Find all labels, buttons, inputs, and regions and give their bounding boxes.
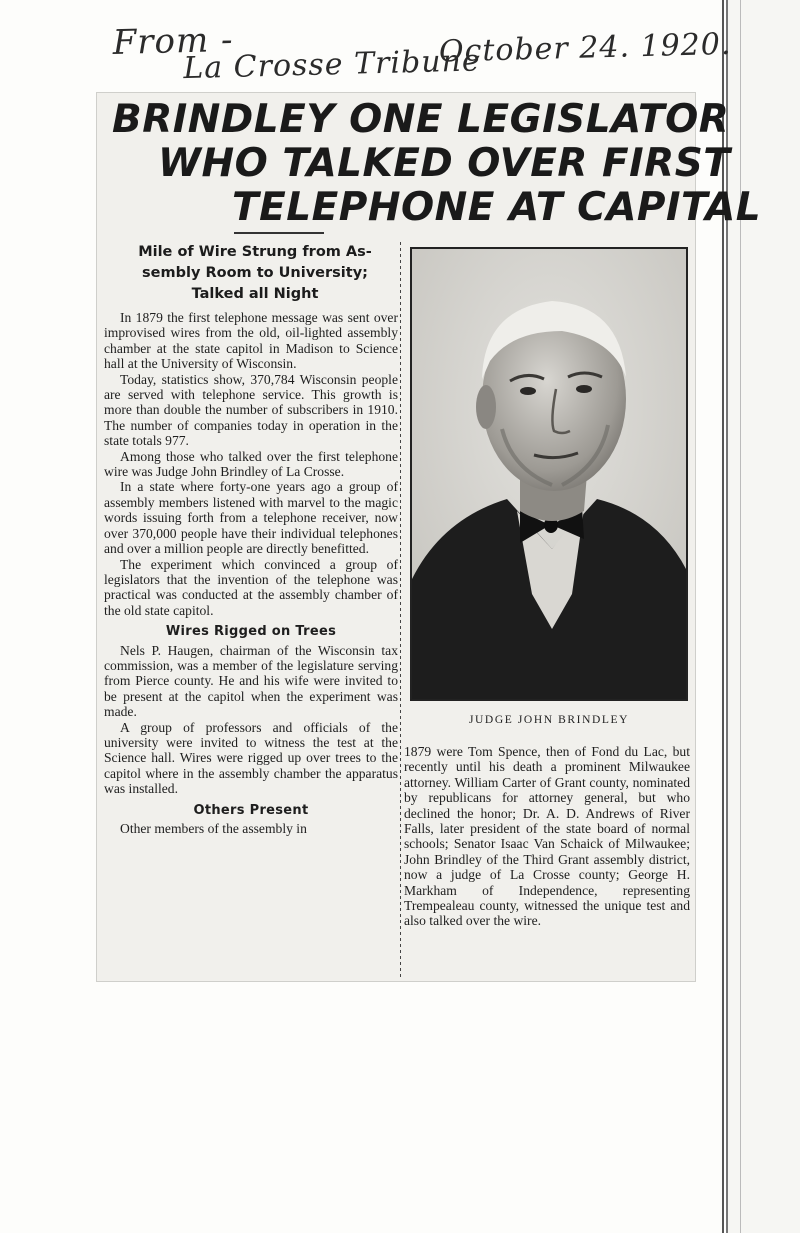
portrait-photo: [410, 247, 688, 701]
article-column-left: [104, 310, 398, 836]
article-paragraph: In 1879 the first telephone message was sent over improvised wires from the old, oil-lighted assembly chamber at the state capitol in Madison to Science hall at the University of Wisconsin.: [104, 310, 398, 372]
headline-line: TELEPHONE AT CAPITAL: [232, 185, 762, 230]
source-note-from: From -: [112, 19, 234, 63]
article-column-right: [404, 744, 690, 929]
deck-line: Talked all Night: [191, 286, 319, 302]
handwritten-source-note: [112, 2, 732, 92]
photo-caption: JUDGE JOHN BRINDLEY: [468, 714, 630, 726]
article-paragraph: A group of professors and officials of the university were invited to witness the test at the Science hall. Wires were rigged up over trees to the capitol where in the assembly chamber the apparatus was installed.: [104, 719, 398, 797]
headline: [96, 97, 762, 233]
source-note-newspaper: La Crosse Tribune: [182, 43, 482, 87]
column-divider: [400, 242, 401, 977]
deck-line: Mile of Wire Strung from As-: [138, 244, 372, 260]
section-subhead: Wires Rigged on Trees: [165, 624, 337, 640]
article-paragraph: Today, statistics show, 370,784 Wisconsin people are served with telephone service. This growth is more than double the number of subscribers in 1910. The number of companies today in operation in the state totals 977.: [104, 371, 398, 449]
article-paragraph: 1879 were Tom Spence, then of Fond du Lac, but recently until his death a prominent Milwaukee attorney. William Carter of Grant county, nominated by republicans for attorney general, but who declined the honor; Dr. A. D. Andrews of River Falls, later president of the state board of normal schools; Senator Isaac Van Schaick of Milwaukee; John Brindley of the Third Grant assembly district, now a judge of La Crosse county; George H. Markham of Independence, representing Trempealeau county, witnessed the unique test and also talked over the wire.: [404, 744, 690, 929]
headline-rule: [234, 232, 324, 234]
article-paragraph: The experiment which convinced a group of legislators that the invention of the telephone was practical was conducted at the assembly chamber of the old state capitol.: [104, 556, 398, 618]
headline-line: BRINDLEY ONE LEGISLATOR: [112, 97, 730, 142]
article-paragraph: In a state where forty-one years ago a group of assembly members listened with marvel to the magic words issuing forth from a telephone receiver, now over 370,000 people have their individual telephones and over a million people are directly benefitted.: [104, 479, 398, 557]
deck-line: sembly Room to University;: [142, 265, 368, 281]
article-paragraph: Nels P. Haugen, chairman of the Wisconsin tax commission, was a member of the legislature serving from Pierce county. He and his wife were invited to be present at the capitol when the experiment was made.: [104, 642, 398, 720]
headline-line: WHO TALKED OVER FIRST: [158, 141, 731, 186]
subheadline-deck: [106, 242, 404, 305]
newspaper-clipping: [96, 92, 762, 982]
portrait-illustration: [412, 249, 686, 699]
article-paragraph: Among those who talked over the first telephone wire was Judge John Brindley of La Crosse.: [104, 448, 398, 480]
section-subhead: Others Present: [193, 802, 309, 818]
source-note-date: October 24. 1920.: [438, 26, 732, 70]
article-paragraph: Other members of the assembly in: [120, 821, 307, 836]
